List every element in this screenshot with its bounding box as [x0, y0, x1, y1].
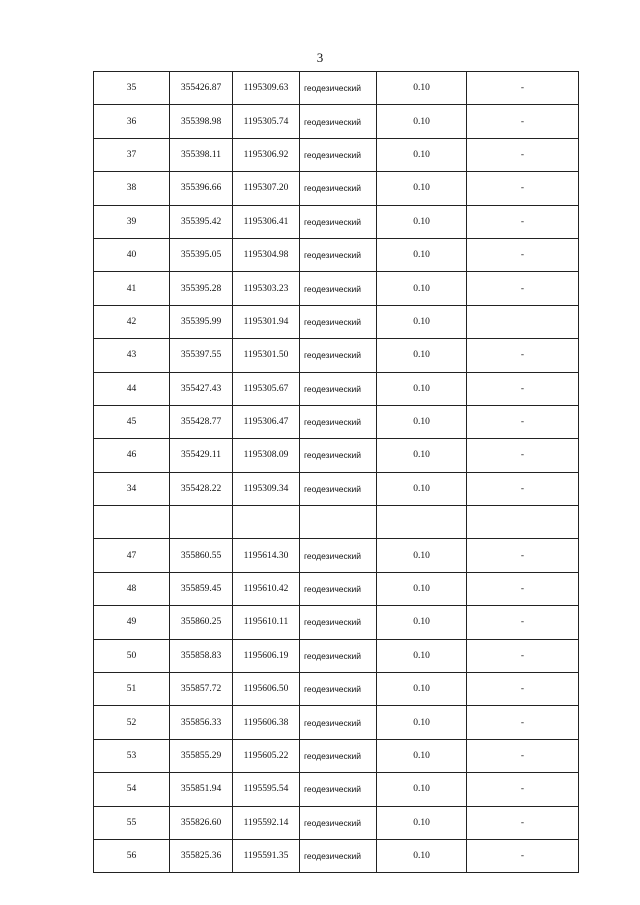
method-cell: геодезический: [300, 472, 377, 505]
accuracy-cell: 0.10: [377, 439, 467, 472]
method-cell: геодезический: [300, 105, 377, 138]
point-number-cell: 35: [94, 72, 170, 105]
y-coordinate-cell: 1195308.09: [233, 439, 300, 472]
coordinates-table: [93, 71, 579, 873]
point-number-cell: 36: [94, 105, 170, 138]
x-coordinate-cell: 355396.66: [170, 172, 233, 205]
table-row: [94, 405, 579, 438]
y-coordinate-cell: 1195301.50: [233, 339, 300, 372]
method-cell: геодезический: [300, 372, 377, 405]
point-number-cell: 48: [94, 572, 170, 605]
method-cell: геодезический: [300, 305, 377, 338]
method-cell: геодезический: [300, 839, 377, 872]
accuracy-cell: [377, 506, 467, 539]
description-cell: -: [467, 72, 579, 105]
table-row: [94, 773, 579, 806]
point-number-cell: 56: [94, 839, 170, 872]
method-cell: геодезический: [300, 238, 377, 271]
method-cell: геодезический: [300, 606, 377, 639]
y-coordinate-cell: 1195606.38: [233, 706, 300, 739]
method-cell: геодезический: [300, 706, 377, 739]
table-row: [94, 673, 579, 706]
accuracy-cell: 0.10: [377, 472, 467, 505]
description-cell: -: [467, 706, 579, 739]
table-row: [94, 105, 579, 138]
x-coordinate-cell: 355428.77: [170, 405, 233, 438]
accuracy-cell: 0.10: [377, 238, 467, 271]
table-row: [94, 305, 579, 338]
description-cell: -: [467, 572, 579, 605]
method-cell: геодезический: [300, 272, 377, 305]
method-cell: геодезический: [300, 639, 377, 672]
y-coordinate-cell: 1195301.94: [233, 305, 300, 338]
x-coordinate-cell: 355395.28: [170, 272, 233, 305]
x-coordinate-cell: 355857.72: [170, 673, 233, 706]
table-row: [94, 839, 579, 872]
point-number-cell: 43: [94, 339, 170, 372]
accuracy-cell: 0.10: [377, 673, 467, 706]
table-row: [94, 472, 579, 505]
x-coordinate-cell: 355428.22: [170, 472, 233, 505]
description-cell: -: [467, 806, 579, 839]
table-row: [94, 439, 579, 472]
x-coordinate-cell: 355426.87: [170, 72, 233, 105]
method-cell: геодезический: [300, 572, 377, 605]
point-number-cell: 46: [94, 439, 170, 472]
accuracy-cell: 0.10: [377, 839, 467, 872]
coordinates-table-body: [94, 72, 579, 873]
point-number-cell: [94, 506, 170, 539]
description-cell: -: [467, 773, 579, 806]
description-cell: -: [467, 439, 579, 472]
description-cell: -: [467, 238, 579, 271]
description-cell: -: [467, 272, 579, 305]
table-row: [94, 138, 579, 171]
accuracy-cell: 0.10: [377, 172, 467, 205]
method-cell: геодезический: [300, 138, 377, 171]
y-coordinate-cell: 1195610.11: [233, 606, 300, 639]
description-cell: -: [467, 205, 579, 238]
point-number-cell: 34: [94, 472, 170, 505]
method-cell: геодезический: [300, 72, 377, 105]
description-cell: -: [467, 405, 579, 438]
method-cell: геодезический: [300, 673, 377, 706]
description-cell: -: [467, 739, 579, 772]
method-cell: геодезический: [300, 806, 377, 839]
y-coordinate-cell: 1195306.47: [233, 405, 300, 438]
description-cell: -: [467, 339, 579, 372]
description-cell: -: [467, 606, 579, 639]
point-number-cell: 45: [94, 405, 170, 438]
x-coordinate-cell: 355395.42: [170, 205, 233, 238]
accuracy-cell: 0.10: [377, 739, 467, 772]
x-coordinate-cell: 355398.98: [170, 105, 233, 138]
method-cell: геодезический: [300, 539, 377, 572]
point-number-cell: 54: [94, 773, 170, 806]
description-cell: [467, 506, 579, 539]
accuracy-cell: 0.10: [377, 405, 467, 438]
y-coordinate-cell: 1195606.19: [233, 639, 300, 672]
accuracy-cell: 0.10: [377, 105, 467, 138]
y-coordinate-cell: 1195606.50: [233, 673, 300, 706]
table-row: [94, 506, 579, 539]
x-coordinate-cell: 355826.60: [170, 806, 233, 839]
table-row: [94, 238, 579, 271]
point-number-cell: 52: [94, 706, 170, 739]
point-number-cell: 53: [94, 739, 170, 772]
method-cell: геодезический: [300, 172, 377, 205]
x-coordinate-cell: 355858.83: [170, 639, 233, 672]
method-cell: геодезический: [300, 205, 377, 238]
point-number-cell: 44: [94, 372, 170, 405]
y-coordinate-cell: 1195303.23: [233, 272, 300, 305]
method-cell: геодезический: [300, 739, 377, 772]
table-row: [94, 739, 579, 772]
table-row: [94, 172, 579, 205]
y-coordinate-cell: 1195305.74: [233, 105, 300, 138]
accuracy-cell: 0.10: [377, 572, 467, 605]
point-number-cell: 37: [94, 138, 170, 171]
y-coordinate-cell: 1195307.20: [233, 172, 300, 205]
accuracy-cell: 0.10: [377, 639, 467, 672]
accuracy-cell: 0.10: [377, 606, 467, 639]
point-number-cell: 49: [94, 606, 170, 639]
description-cell: [467, 305, 579, 338]
point-number-cell: 50: [94, 639, 170, 672]
table-row: [94, 272, 579, 305]
table-row: [94, 72, 579, 105]
table-row: [94, 205, 579, 238]
x-coordinate-cell: 355398.11: [170, 138, 233, 171]
description-cell: -: [467, 539, 579, 572]
y-coordinate-cell: 1195591.35: [233, 839, 300, 872]
description-cell: -: [467, 639, 579, 672]
accuracy-cell: 0.10: [377, 138, 467, 171]
accuracy-cell: 0.10: [377, 272, 467, 305]
description-cell: -: [467, 172, 579, 205]
x-coordinate-cell: [170, 506, 233, 539]
table-row: [94, 372, 579, 405]
table-row: [94, 606, 579, 639]
y-coordinate-cell: 1195305.67: [233, 372, 300, 405]
table-row: [94, 806, 579, 839]
x-coordinate-cell: 355860.55: [170, 539, 233, 572]
y-coordinate-cell: 1195306.41: [233, 205, 300, 238]
x-coordinate-cell: 355825.36: [170, 839, 233, 872]
accuracy-cell: 0.10: [377, 806, 467, 839]
description-cell: -: [467, 372, 579, 405]
point-number-cell: 51: [94, 673, 170, 706]
point-number-cell: 47: [94, 539, 170, 572]
x-coordinate-cell: 355395.99: [170, 305, 233, 338]
method-cell: геодезический: [300, 339, 377, 372]
x-coordinate-cell: 355395.05: [170, 238, 233, 271]
y-coordinate-cell: 1195605.22: [233, 739, 300, 772]
table-row: [94, 572, 579, 605]
accuracy-cell: 0.10: [377, 539, 467, 572]
description-cell: -: [467, 138, 579, 171]
accuracy-cell: 0.10: [377, 72, 467, 105]
x-coordinate-cell: 355855.29: [170, 739, 233, 772]
y-coordinate-cell: 1195304.98: [233, 238, 300, 271]
table-row: [94, 539, 579, 572]
point-number-cell: 55: [94, 806, 170, 839]
x-coordinate-cell: 355429.11: [170, 439, 233, 472]
page-number: 3: [316, 50, 324, 65]
accuracy-cell: 0.10: [377, 706, 467, 739]
x-coordinate-cell: 355860.25: [170, 606, 233, 639]
description-cell: -: [467, 105, 579, 138]
x-coordinate-cell: 355397.55: [170, 339, 233, 372]
x-coordinate-cell: 355859.45: [170, 572, 233, 605]
table-row: [94, 706, 579, 739]
table-row: [94, 639, 579, 672]
y-coordinate-cell: 1195595.54: [233, 773, 300, 806]
method-cell: геодезический: [300, 773, 377, 806]
accuracy-cell: 0.10: [377, 305, 467, 338]
y-coordinate-cell: 1195610.42: [233, 572, 300, 605]
accuracy-cell: 0.10: [377, 205, 467, 238]
table-row: [94, 339, 579, 372]
point-number-cell: 42: [94, 305, 170, 338]
description-cell: -: [467, 472, 579, 505]
y-coordinate-cell: 1195614.30: [233, 539, 300, 572]
y-coordinate-cell: [233, 506, 300, 539]
accuracy-cell: 0.10: [377, 372, 467, 405]
x-coordinate-cell: 355851.94: [170, 773, 233, 806]
method-cell: [300, 506, 377, 539]
y-coordinate-cell: 1195306.92: [233, 138, 300, 171]
description-cell: -: [467, 839, 579, 872]
method-cell: геодезический: [300, 439, 377, 472]
y-coordinate-cell: 1195592.14: [233, 806, 300, 839]
x-coordinate-cell: 355856.33: [170, 706, 233, 739]
y-coordinate-cell: 1195309.34: [233, 472, 300, 505]
point-number-cell: 38: [94, 172, 170, 205]
accuracy-cell: 0.10: [377, 339, 467, 372]
point-number-cell: 39: [94, 205, 170, 238]
point-number-cell: 40: [94, 238, 170, 271]
y-coordinate-cell: 1195309.63: [233, 72, 300, 105]
accuracy-cell: 0.10: [377, 773, 467, 806]
x-coordinate-cell: 355427.43: [170, 372, 233, 405]
point-number-cell: 41: [94, 272, 170, 305]
method-cell: геодезический: [300, 405, 377, 438]
description-cell: -: [467, 673, 579, 706]
